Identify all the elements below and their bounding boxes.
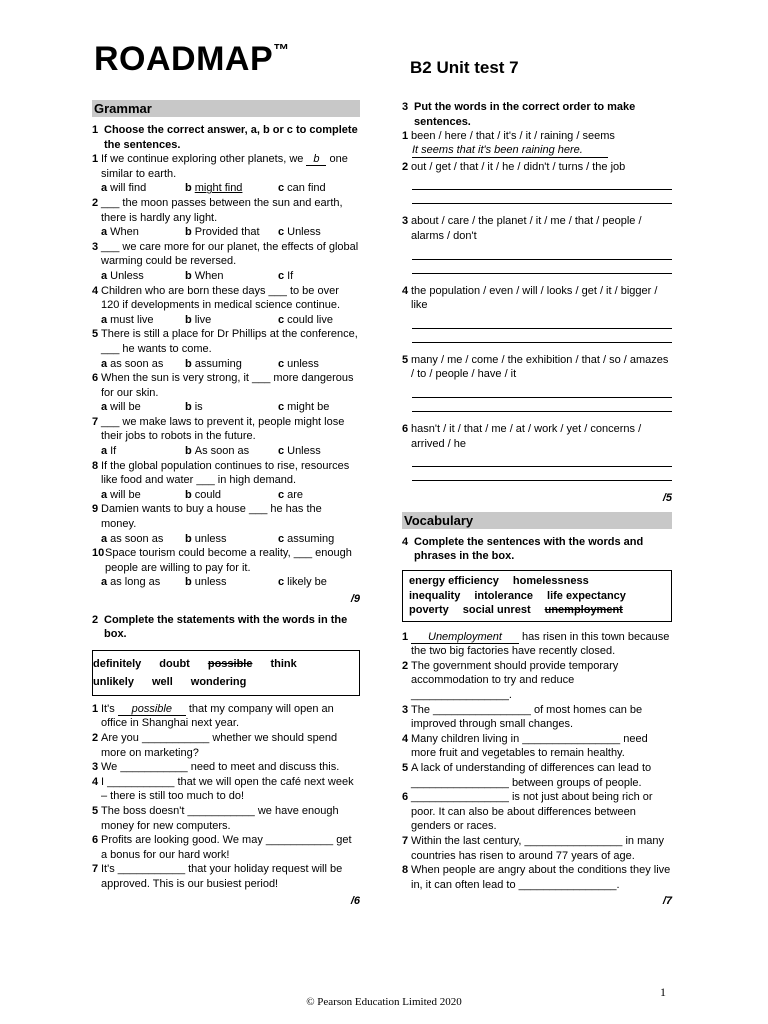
box-word: definitely xyxy=(93,657,142,670)
option-letter: a xyxy=(101,226,108,239)
option-b xyxy=(185,400,278,415)
option-text: Unless xyxy=(110,269,144,282)
vocab-item-text: The ________________ of most homes can be improved through small changes. xyxy=(411,703,643,731)
statement-text xyxy=(101,702,360,731)
option-c xyxy=(278,532,360,547)
option-text: must live xyxy=(110,313,154,326)
question-row xyxy=(92,152,360,181)
question-number: 4 xyxy=(92,284,99,297)
ex1-instruction: 1 Choose the correct answer, a, b or c to complete the sentences. xyxy=(92,124,358,151)
question-text: There is still a place for Dr Phillips at the conference, ___ he wants to come. xyxy=(101,328,358,355)
answer-options xyxy=(92,313,360,328)
item-number: 3 xyxy=(402,215,409,228)
option-text: are xyxy=(287,488,304,501)
statement-number: 1 xyxy=(92,702,99,715)
question-number: 2 xyxy=(92,196,99,209)
option-c xyxy=(278,225,360,240)
option-text: could live xyxy=(287,313,333,326)
box-word: well xyxy=(151,675,173,688)
roadmap-logo xyxy=(94,40,290,79)
statement-row xyxy=(92,804,360,833)
trademark-symbol: ™ xyxy=(273,42,290,59)
scrambled-words: been / here / that / it's / it / raining / seems xyxy=(411,130,615,143)
statement-number: 3 xyxy=(92,761,99,774)
word-order-row xyxy=(402,214,672,243)
option-text: As soon as xyxy=(194,445,250,458)
option-a xyxy=(101,532,185,547)
statement-text-post: that my company will open an office in Shanghai next year. xyxy=(101,702,334,730)
question-row xyxy=(92,327,360,356)
word-order-row xyxy=(402,284,672,313)
question-text: ___ the moon passes between the sun and earth, there is hardly any light. xyxy=(101,196,343,224)
word-order-row xyxy=(402,422,672,451)
item-number: 4 xyxy=(402,284,409,297)
option-letter: a xyxy=(101,401,108,414)
option-text: Unless xyxy=(287,445,321,458)
statement-number: 2 xyxy=(92,731,99,744)
ex4-score: /7 xyxy=(662,895,672,908)
answer-options xyxy=(92,532,360,547)
option-a xyxy=(101,225,185,240)
option-a xyxy=(101,357,185,372)
unit-title: B2 Unit test 7 xyxy=(410,58,519,77)
vocab-item-row xyxy=(402,732,672,761)
answer-line xyxy=(412,246,672,260)
option-a xyxy=(101,269,185,284)
question-text: Space tourism could become a reality, ___ enough people are willing to pay for it. xyxy=(105,547,352,574)
option-b xyxy=(185,181,278,196)
question-text xyxy=(101,152,360,181)
option-text: Provided that xyxy=(194,226,260,239)
ex2-box-row-1 xyxy=(93,655,359,673)
statement-row xyxy=(92,760,360,775)
scrambled-words: hasn't / it / that / me / at / work / yet / concerns / arrived / he xyxy=(411,422,642,450)
scrambled-words: the population / even / will / looks / get / it / bigger / like xyxy=(411,284,658,312)
option-letter: c xyxy=(278,226,285,239)
vocabulary-heading: Vocabulary xyxy=(402,512,672,529)
option-letter: b xyxy=(185,357,192,370)
statement-number: 7 xyxy=(92,863,99,876)
option-b xyxy=(185,575,278,590)
item-number: 8 xyxy=(402,864,409,877)
item-number: 4 xyxy=(402,732,409,745)
question-text: ___ we care more for our planet, the effects of global warming could be reversed. xyxy=(101,240,359,268)
option-c xyxy=(278,488,360,503)
question-text: ___ we make laws to prevent it, people might lose their jobs to robots in the future. xyxy=(101,415,345,443)
statement-text: It's ___________ that your holiday request will be approved. This is our busiest period! xyxy=(101,863,343,890)
statement-number: 6 xyxy=(92,834,99,847)
question-number: 8 xyxy=(92,459,99,472)
box-word: inequality xyxy=(409,589,461,602)
option-text: When xyxy=(194,269,224,282)
scrambled-words: out / get / that / it / he / didn't / turns / the job xyxy=(411,160,626,173)
option-text: will be xyxy=(110,401,141,414)
option-letter: a xyxy=(101,313,108,326)
option-a xyxy=(101,181,185,196)
option-c xyxy=(278,269,360,284)
item-number: 3 xyxy=(402,703,409,716)
page-number: 1 xyxy=(660,985,666,999)
answer-options xyxy=(92,575,360,590)
option-letter: c xyxy=(278,532,285,545)
option-text: unless xyxy=(194,576,227,589)
option-letter: a xyxy=(101,532,108,545)
vocab-item-text: Within the last century, ________________ in many countries has risen to around 77 years of age. xyxy=(411,835,664,862)
vocab-item-row xyxy=(402,630,672,659)
vocab-item-row xyxy=(402,863,672,892)
option-b xyxy=(185,532,278,547)
question-row xyxy=(92,415,360,444)
option-letter: c xyxy=(278,182,285,195)
box-word: possible xyxy=(207,657,253,670)
answer-line xyxy=(412,467,672,481)
box-word: doubt xyxy=(159,657,190,670)
statement-number: 5 xyxy=(92,804,99,817)
answer-options xyxy=(92,357,360,372)
answer-line xyxy=(412,453,672,467)
option-c xyxy=(278,575,360,590)
item-number: 6 xyxy=(402,422,409,435)
option-c xyxy=(278,313,360,328)
question-number: 6 xyxy=(92,372,99,385)
question-row xyxy=(92,240,360,269)
option-text: as soon as xyxy=(110,532,164,545)
option-b xyxy=(185,357,278,372)
option-letter: b xyxy=(185,488,192,501)
question-row xyxy=(92,196,360,225)
ex2-items xyxy=(92,702,360,892)
answer-options xyxy=(92,488,360,503)
question-number: 5 xyxy=(92,328,99,341)
example-answer: possible xyxy=(118,703,186,716)
vocab-item-row xyxy=(402,761,672,790)
ex1-score: /9 xyxy=(350,593,360,605)
example-answer: b xyxy=(306,153,326,166)
option-letter: a xyxy=(101,488,108,501)
option-text: assuming xyxy=(287,532,335,545)
answer-line xyxy=(412,260,672,274)
ex2-box-row-2 xyxy=(93,673,359,691)
option-a xyxy=(101,313,185,328)
option-text: could xyxy=(194,488,222,501)
ex2-score: /6 xyxy=(350,894,360,907)
option-text: might be xyxy=(287,401,330,414)
option-letter: b xyxy=(185,313,192,326)
option-c xyxy=(278,444,360,459)
option-a xyxy=(101,444,185,459)
answer-line xyxy=(412,176,672,190)
question-text: If the global population continues to rise, resources like food and water ___ in high demand. xyxy=(101,459,350,487)
vocab-item-row xyxy=(402,834,672,863)
option-text: is xyxy=(194,401,203,414)
option-text: as soon as xyxy=(110,357,164,370)
option-letter: c xyxy=(278,357,285,370)
box-word: poverty xyxy=(409,604,449,617)
question-number: 9 xyxy=(92,503,99,516)
question-row xyxy=(92,371,360,400)
option-text: unless xyxy=(287,357,319,370)
statement-row xyxy=(92,731,360,760)
option-letter: a xyxy=(101,269,108,282)
scrambled-words: many / me / come / the exhibition / that / so / amazes / to / people / have / it xyxy=(411,353,669,381)
item-number: 5 xyxy=(402,762,409,775)
vocab-item-text: When people are angry about the conditions they live in, it can often lead to ________________. xyxy=(411,864,671,891)
ex3-instruction: 3 Put the words in the correct order to make sentences. xyxy=(402,101,636,128)
question-text-post: one similar to earth. xyxy=(101,153,348,180)
vocab-item-text-post: has risen in this town because the two big factories have recently closed. xyxy=(411,630,670,658)
option-b xyxy=(185,488,278,503)
word-order-row xyxy=(402,129,672,144)
option-text: likely be xyxy=(287,576,327,589)
statement-text: The boss doesn't ___________ we have enough money for new computers. xyxy=(101,804,339,832)
ex2-instruction: 2 Complete the statements with the words in the box. xyxy=(92,613,348,641)
example-answer: It seems that it's been raining here. xyxy=(412,144,608,158)
option-letter: c xyxy=(278,269,285,282)
vocab-item-text: A lack of understanding of differences can lead to ________________ between groups of people. xyxy=(411,762,652,789)
scrambled-words: about / care / the planet / it / me / that / people / alarms / don't xyxy=(411,215,642,242)
option-text: will find xyxy=(110,182,147,195)
option-c xyxy=(278,181,360,196)
statement-number: 4 xyxy=(92,775,99,788)
option-text: If xyxy=(287,269,294,282)
statement-text: Are you ___________ whether we should spend more on marketing? xyxy=(101,731,338,759)
question-text: Children who are born these days ___ to be over 120 if developments in medical science continue. xyxy=(101,284,341,312)
box-word: unlikely xyxy=(93,675,134,688)
answer-line xyxy=(412,190,672,204)
ex3-items xyxy=(402,129,672,481)
statement-text: We ___________ need to meet and discuss this. xyxy=(101,761,340,774)
grammar-heading: Grammar xyxy=(92,100,360,117)
ex4-word-box xyxy=(402,570,672,622)
option-b xyxy=(185,313,278,328)
copyright-footer: © Pearson Education Limited 2020 xyxy=(306,996,462,1008)
ex4-box-row-1 xyxy=(409,574,665,589)
option-text: Unless xyxy=(287,226,321,239)
box-word: unemployment xyxy=(544,604,623,617)
vocab-item-text: Many children living in ________________ need more fruit and vegetables to remain healthy. xyxy=(411,732,648,760)
statement-text: I ___________ that we will open the café next week – there is still too much to do! xyxy=(101,775,354,803)
item-number: 1 xyxy=(402,630,409,643)
option-letter: c xyxy=(278,488,285,501)
option-letter: c xyxy=(278,313,285,326)
right-column xyxy=(402,100,672,909)
option-letter: a xyxy=(101,357,108,370)
box-word: intolerance xyxy=(474,589,534,602)
item-number: 2 xyxy=(402,160,409,173)
option-letter: c xyxy=(278,445,285,458)
statement-text: Profits are looking good. We may ___________ get a bonus for our hard work! xyxy=(101,834,352,861)
example-answer: Unemployment xyxy=(411,631,519,644)
vocab-item-row xyxy=(402,703,672,732)
option-letter: a xyxy=(101,445,108,458)
question-text-pre: If we continue exploring other planets, we xyxy=(101,153,307,166)
answer-line xyxy=(412,329,672,343)
word-order-row xyxy=(402,353,672,382)
vocab-item-row xyxy=(402,790,672,834)
item-number: 2 xyxy=(402,659,409,672)
word-order-row xyxy=(402,160,672,175)
statement-row xyxy=(92,702,360,731)
option-text: can find xyxy=(287,182,326,195)
question-text: Damien wants to buy a house ___ he has the money. xyxy=(101,503,322,531)
option-text: live xyxy=(194,313,212,326)
option-letter: c xyxy=(278,401,285,414)
box-word: life expectancy xyxy=(547,589,626,602)
option-letter: b xyxy=(185,269,192,282)
item-number: 1 xyxy=(402,130,409,143)
ex4-box-row-2 xyxy=(409,589,665,604)
statement-row xyxy=(92,862,360,891)
question-text: When the sun is very strong, it ___ more dangerous for our skin. xyxy=(101,372,354,399)
answer-options xyxy=(92,181,360,196)
question-row xyxy=(92,459,360,488)
option-letter: b xyxy=(185,445,192,458)
option-text: unless xyxy=(194,532,227,545)
question-row xyxy=(92,284,360,313)
item-number: 7 xyxy=(402,835,409,847)
box-word: energy efficiency xyxy=(409,574,499,587)
option-text: as long as xyxy=(110,576,161,589)
answer-options xyxy=(92,269,360,284)
option-letter: b xyxy=(185,576,192,589)
answer-options xyxy=(92,400,360,415)
option-letter: b xyxy=(185,226,192,239)
ex3-score: /5 xyxy=(662,492,672,505)
option-b xyxy=(185,269,278,284)
option-c xyxy=(278,357,360,372)
ex1-questions xyxy=(92,152,360,590)
vocab-item-row xyxy=(402,659,672,703)
left-column xyxy=(92,100,360,908)
question-number: 3 xyxy=(92,240,99,253)
option-letter: c xyxy=(278,576,285,589)
question-number: 10 xyxy=(92,547,105,560)
item-number: 5 xyxy=(402,353,409,366)
ex2-word-box xyxy=(92,650,360,696)
vocab-item-text: ________________ is not just about being rich or poor. It can also be about differences between genders or races. xyxy=(411,791,653,833)
option-b xyxy=(185,225,278,240)
box-word: social unrest xyxy=(462,604,531,617)
option-a xyxy=(101,400,185,415)
option-c xyxy=(278,400,360,415)
answer-options xyxy=(92,444,360,459)
question-number: 7 xyxy=(92,415,99,428)
answer-line xyxy=(412,315,672,329)
option-a xyxy=(101,575,185,590)
answer-line xyxy=(412,384,672,398)
option-text: When xyxy=(110,226,139,239)
ex4-instruction: 4 Complete the sentences with the words and phrases in the box. xyxy=(402,535,644,563)
option-text: If xyxy=(110,445,117,458)
option-letter: b xyxy=(185,532,192,545)
ex4-box-row-3 xyxy=(409,603,665,618)
option-letter: a xyxy=(101,182,108,195)
option-letter: b xyxy=(185,182,192,195)
option-b xyxy=(185,444,278,459)
option-text: will be xyxy=(110,488,141,501)
answer-line xyxy=(412,398,672,412)
box-word: think xyxy=(270,657,297,670)
statement-row xyxy=(92,833,360,862)
vocab-item-text: The government should provide temporary accommodation to try and reduce ________________. xyxy=(411,659,619,702)
option-text: assuming xyxy=(194,357,242,370)
statement-text-pre: It's xyxy=(101,702,118,715)
logo-text: ROADMAP xyxy=(94,40,274,78)
question-row xyxy=(92,502,360,531)
option-letter: b xyxy=(185,401,192,414)
statement-row xyxy=(92,775,360,804)
ex4-items xyxy=(402,630,672,893)
question-row xyxy=(92,546,360,575)
box-word: wondering xyxy=(190,675,247,688)
answer-options xyxy=(92,225,360,240)
option-text: might find xyxy=(194,182,243,195)
box-word: homelessness xyxy=(512,574,589,587)
item-number: 6 xyxy=(402,791,409,804)
option-letter: a xyxy=(101,576,108,589)
vocab-item-text xyxy=(411,630,672,659)
question-number: 1 xyxy=(92,153,99,166)
option-a xyxy=(101,488,185,503)
